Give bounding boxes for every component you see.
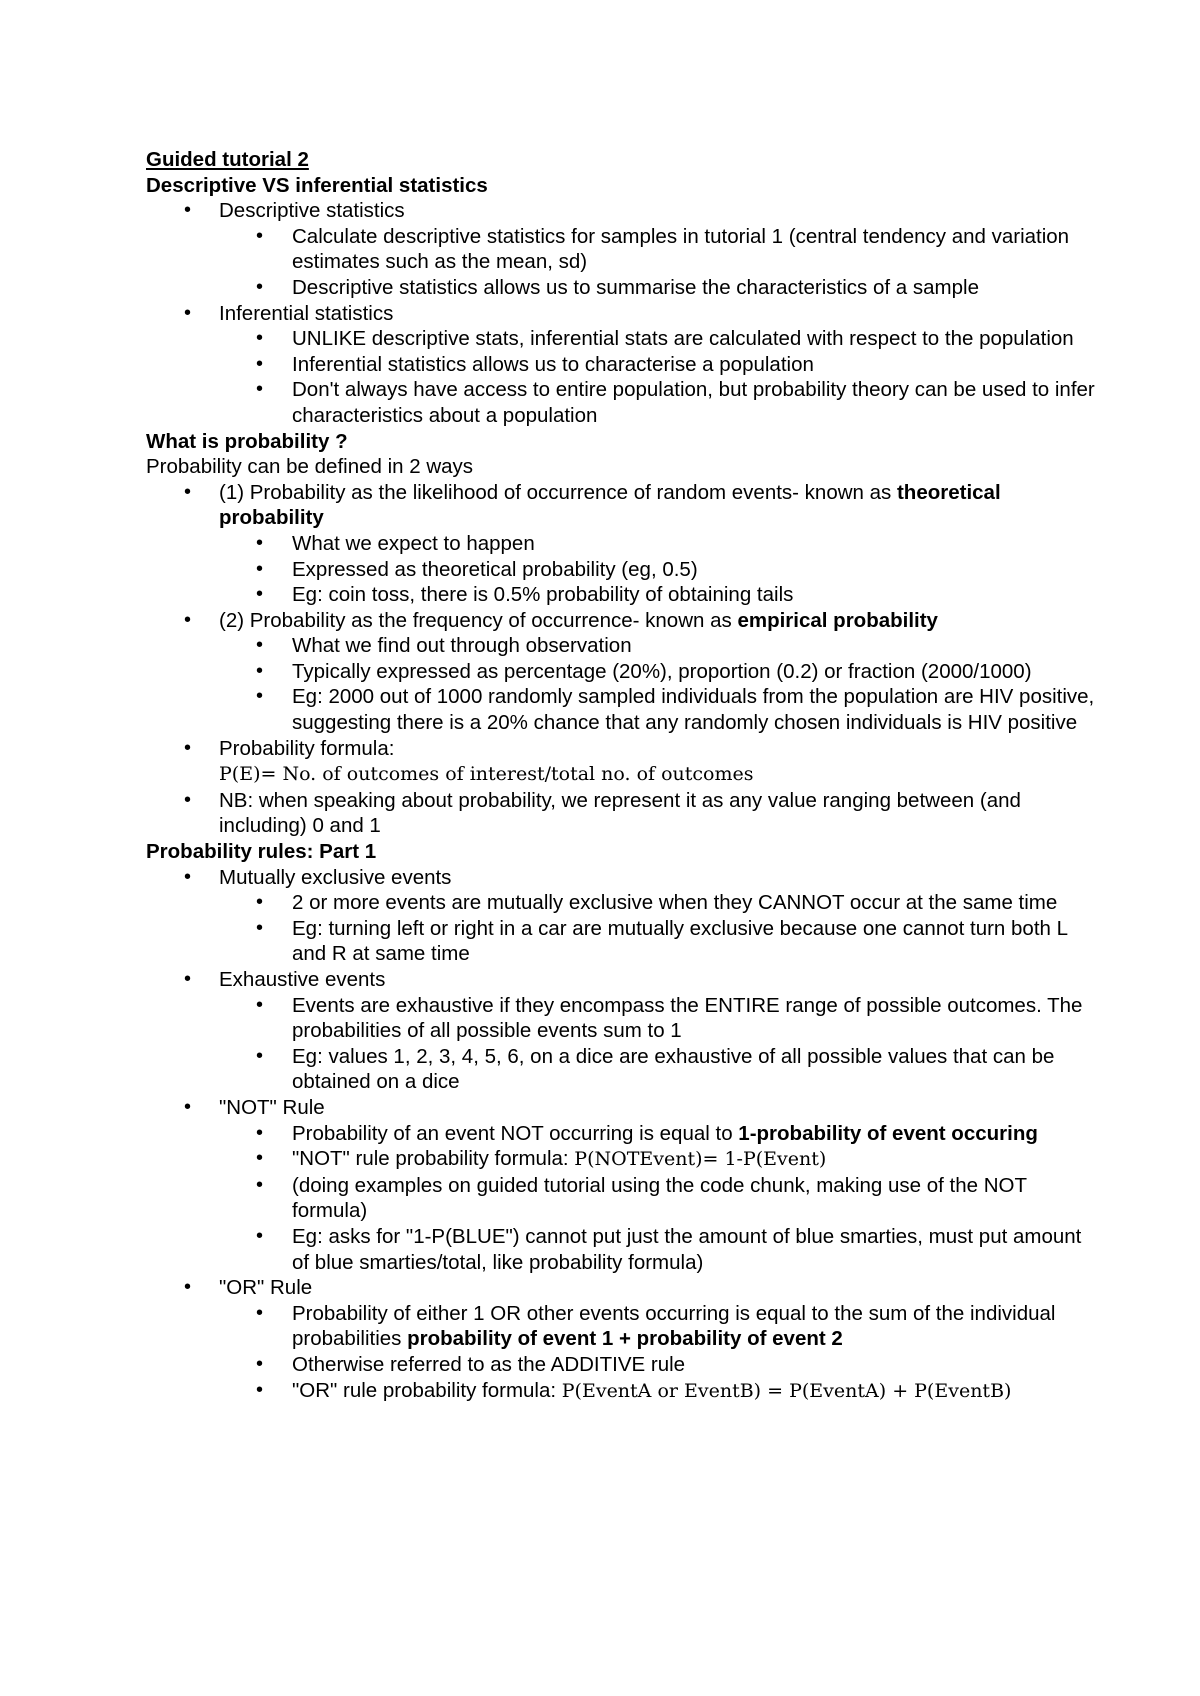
bullet-text: Probability of either 1 OR other events occurring is equal to the sum of the individual probabilities xyxy=(292,1301,1056,1351)
sub-bullet: • Typically expressed as percentage (20%), proportion (0.2) or fraction (2000/1000) xyxy=(146,659,1096,685)
sub-bullet: • Eg: 2000 out of 1000 randomly sampled individuals from the population are HIV positive, suggesting there is a 20% chance that any randomly chosen individuals is HIV positive xyxy=(146,684,1096,735)
sub-bullet: • What we find out through observation xyxy=(146,633,1096,659)
sub-bullet: • Eg: coin toss, there is 0.5% probability of obtaining tails xyxy=(146,582,1096,608)
document-body xyxy=(146,147,1096,1404)
sub-bullet: • (doing examples on guided tutorial using the code chunk, making use of the NOT formula) xyxy=(146,1173,1096,1224)
section-heading-descriptive-vs-inferential: Descriptive VS inferential statistics xyxy=(146,173,488,197)
bullet-descriptive-statistics: • Descriptive statistics xyxy=(146,198,1096,224)
section-list-descriptive-vs-inferential xyxy=(146,198,1096,428)
sub-bullet: • Eg: asks for "1-P(BLUE") cannot put just the amount of blue smarties, must put amount of blue smarties/total, like probability formula) xyxy=(146,1224,1096,1275)
sub-bullet xyxy=(146,1121,1096,1147)
section-heading-probability-rules: Probability rules: Part 1 xyxy=(146,840,377,864)
document-title: Guided tutorial 2 xyxy=(146,148,309,171)
sub-bullet: • Eg: values 1, 2, 3, 4, 5, 6, on a dice are exhaustive of all possible values that can be obtained on a dice xyxy=(146,1044,1096,1095)
sub-bullet: • UNLIKE descriptive stats, inferential stats are calculated with respect to the population xyxy=(146,326,1096,352)
sub-bullet: • 2 or more events are mutually exclusive when they CANNOT occur at the same time xyxy=(146,890,1096,916)
bold-term: empirical probability xyxy=(737,608,938,632)
bold-term: probability of event 1 + probability of event 2 xyxy=(407,1327,843,1351)
sub-bullet: • Otherwise referred to as the ADDITIVE rule xyxy=(146,1352,1096,1378)
formula: P(EventA or EventB) = P(EventA) + P(EventB) xyxy=(561,1379,1012,1402)
bold-term: 1-probability of event occuring xyxy=(738,1121,1038,1145)
bullet-text: (1) Probability as the likelihood of occurrence of random events- known as xyxy=(219,480,897,504)
bullet-text: "NOT" rule probability formula: xyxy=(292,1147,575,1171)
bullet-not-rule: • "NOT" Rule xyxy=(146,1095,1096,1121)
sub-bullet: • Events are exhaustive if they encompass the ENTIRE range of possible outcomes. The probabilities of all possible events sum to 1 xyxy=(146,993,1096,1044)
bullet-theoretical-probability xyxy=(146,480,1096,531)
intro-paragraph: Probability can be defined in 2 ways xyxy=(146,455,474,479)
sub-bullet xyxy=(146,1301,1096,1352)
formula: P(E)= No. of outcomes of interest/total no. of outcomes xyxy=(219,763,754,786)
sub-bullet: • Inferential statistics allows us to characterise a population xyxy=(146,352,1096,378)
section-list-what-is-probability xyxy=(146,480,1096,839)
bullet-probability-formula xyxy=(146,736,1096,788)
bullet-nb: • NB: when speaking about probability, we represent it as any value ranging between (and including) 0 and 1 xyxy=(146,788,1096,839)
sub-bullet: • Don't always have access to entire population, but probability theory can be used to infer characteristics about a population xyxy=(146,377,1096,428)
bullet-text: "OR" rule probability formula: xyxy=(292,1378,562,1402)
sub-bullet xyxy=(146,1378,1096,1405)
section-list-probability-rules xyxy=(146,865,1096,1404)
bullet-text: (2) Probability as the frequency of occurrence- known as xyxy=(219,608,738,632)
bullet-inferential-statistics: • Inferential statistics xyxy=(146,301,1096,327)
sub-bullet: • What we expect to happen xyxy=(146,531,1096,557)
bullet-exhaustive: • Exhaustive events xyxy=(146,967,1096,993)
bullet-mutually-exclusive: • Mutually exclusive events xyxy=(146,865,1096,891)
section-heading-what-is-probability: What is probability ? xyxy=(146,429,348,453)
bullet-text: Probability of an event NOT occurring is equal to xyxy=(292,1121,739,1145)
sub-bullet xyxy=(146,1146,1096,1173)
sub-bullet: • Calculate descriptive statistics for samples in tutorial 1 (central tendency and variation estimates such as the mean, sd) xyxy=(146,224,1096,275)
bullet-empirical-probability xyxy=(146,608,1096,634)
bold-term: theoretical probability xyxy=(219,480,1001,530)
sub-bullet: • Descriptive statistics allows us to summarise the characteristics of a sample xyxy=(146,275,1096,301)
formula: P(NOTEvent)= 1-P(Event) xyxy=(574,1148,827,1171)
sub-bullet: • Eg: turning left or right in a car are mutually exclusive because one cannot turn both L and R at same time xyxy=(146,916,1096,967)
bullet-or-rule: • "OR" Rule xyxy=(146,1275,1096,1301)
sub-bullet: • Expressed as theoretical probability (eg, 0.5) xyxy=(146,557,1096,583)
bullet-text: Probability formula: xyxy=(219,736,395,760)
